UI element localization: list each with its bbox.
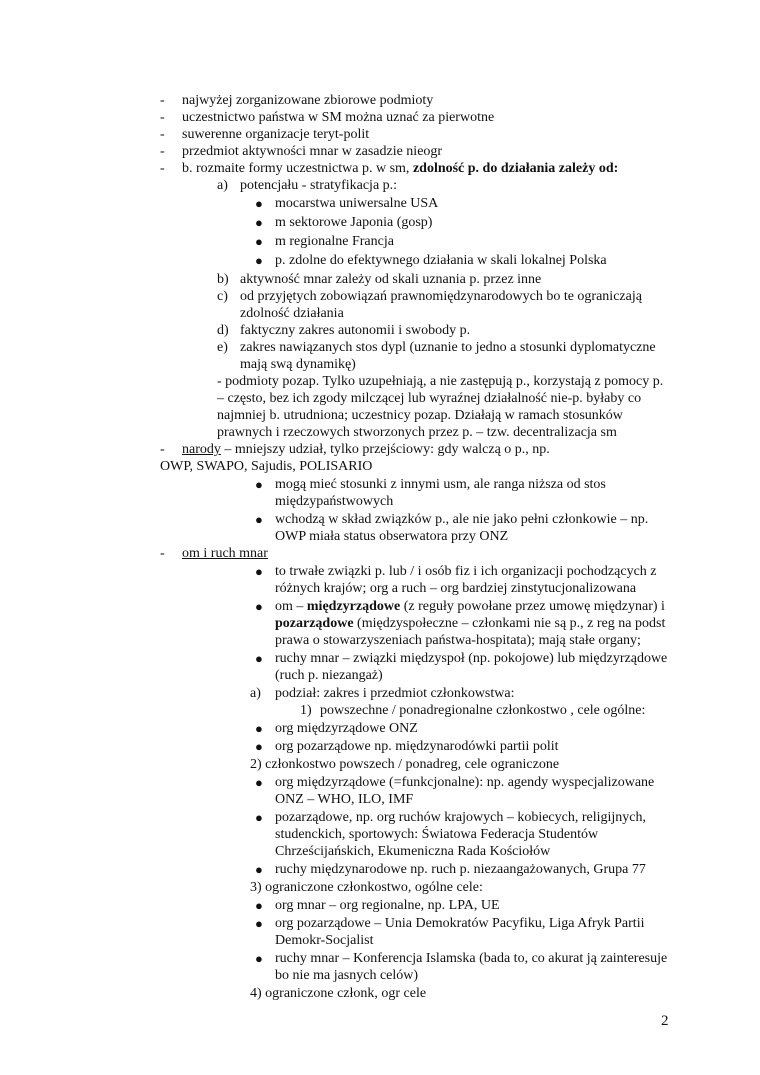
text-line: OWP, SWAPO, Sajudis, POLISARIO — [160, 459, 373, 474]
list-marker: e) — [217, 340, 228, 355]
dash-marker: - — [160, 93, 165, 108]
text-line: najwyżej zorganizowane zbiorowe podmioty — [182, 93, 434, 108]
text-line: mogą mieć stosunki z innymi usm, ale ranga niższa od stos — [275, 477, 606, 492]
dash-marker: - — [160, 442, 165, 457]
text-line: to trwałe związki p. lub / i osób fiz i ich organizacji pochodzących z — [275, 564, 657, 579]
text-line: suwerenne organizacje teryt-polit — [182, 127, 370, 142]
text-line: 3) ograniczone członkostwo, ogólne cele: — [250, 880, 483, 895]
text-line: ruchy międzynarodowe np. ruch p. niezaangażowanych, Grupa 77 — [275, 862, 646, 877]
bullet-marker: ● — [255, 477, 263, 492]
text-line: różnych krajów; org a ruch – org bardziej zinstytucjonalizowana — [275, 581, 637, 596]
text-line: prawa o stowarzyszeniach państwa-hospitata); mają stałe organy; — [275, 633, 641, 648]
list-marker: 1) — [300, 703, 312, 718]
text-line: najmniej b. utrudniona; uczestnicy pozap. Działają w ramach stosunków — [217, 408, 623, 423]
text-line: – często, bez ich zgody milczącej lub wyraźnej działalność nie-p. byłaby co — [217, 391, 642, 406]
bullet-marker: ● — [255, 898, 263, 913]
text-line: OWP miała status obserwatora przy ONZ — [275, 529, 509, 544]
text-line: od przyjętych zobowiązań prawnomiędzynarodowych bo te ograniczają — [240, 289, 642, 304]
text-line: 4) ograniczone członk, ogr cele — [250, 986, 427, 1001]
text-line — [182, 160, 618, 177]
text-segment: (z reguły powołane przez umowę międzynar) i — [403, 599, 665, 614]
list-marker: c) — [217, 289, 228, 304]
text-line: powszechne / ponadregionalne członkostwo , cele ogólne: — [320, 703, 646, 718]
bullet-marker: ● — [255, 196, 263, 211]
bullet-marker: ● — [255, 810, 263, 825]
bullet-marker: ● — [255, 916, 263, 931]
bullet-marker: ● — [255, 234, 263, 249]
bullet-marker: ● — [255, 739, 263, 754]
list-marker: b) — [217, 272, 229, 287]
bullet-marker: ● — [255, 564, 263, 579]
text-line: ruchy mnar – związki międzyspoł (np. pokojowe) lub międzyrządowe — [275, 651, 668, 666]
text-line: Chrześcijańskich, Ekumeniczna Rada Kościołów — [275, 844, 551, 859]
underlined-term: om i ruch mnar — [182, 546, 268, 561]
text-line: prawnych i rzeczowych stworzonych przez p. – tzw. decentralizacja sm — [217, 425, 617, 440]
text-line: pozarządowe, np. org ruchów krajowych – kobiecych, religijnych, — [275, 810, 647, 825]
dash-marker: - — [160, 144, 165, 159]
text-line: m sektorowe Japonia (gosp) — [275, 215, 433, 230]
dash-marker: - — [160, 127, 165, 142]
text-segment: b. rozmaite formy uczestnictwa p. w sm, — [182, 161, 410, 176]
text-line — [182, 545, 268, 562]
text-segment: (międzyspołeczne – członkami nie są p., z reg na podst — [357, 616, 666, 631]
text-line: Demokr-Socjalist — [275, 933, 374, 948]
text-line: faktyczny zakres autonomii i swobody p. — [240, 323, 471, 338]
bullet-marker: ● — [255, 599, 263, 614]
text-line: zdolność działania — [240, 306, 344, 321]
bold-segment: międzyrządowe — [306, 599, 401, 614]
text-line: wchodzą w skład związków p., ale nie jako pełni członkowie – np. — [275, 512, 649, 527]
text-line: aktywność mnar zależy od skali uznania p. przez inne — [240, 272, 542, 287]
bullet-marker: ● — [255, 512, 263, 527]
text-line: m regionalne Francja — [275, 234, 394, 249]
bold-segment: zdolność p. do działania zależy od: — [412, 161, 619, 176]
text-line: potencjału - stratyfikacja p.: — [240, 178, 398, 193]
text-line: org pozarządowe np. międzynarodówki partii polit — [275, 739, 559, 754]
text-line: przedmiot aktywności mnar w zasadzie nieogr — [182, 144, 443, 159]
dash-marker: - — [160, 161, 165, 176]
text-line: mocarstwa uniwersalne USA — [275, 196, 439, 211]
text-line: p. zdolne do efektywnego działania w skali lokalnej Polska — [275, 253, 607, 268]
text-segment: om – — [275, 599, 304, 614]
text-line: 2) członkostwo powszech / ponadreg, cele ograniczone — [250, 757, 560, 772]
text-line: ONZ – WHO, ILO, IMF — [275, 792, 414, 807]
dash-marker: - — [160, 546, 165, 561]
text-line: podział: zakres i przedmiot członkowstwa: — [275, 686, 515, 701]
bullet-marker: ● — [255, 862, 263, 877]
text-line: org międzyrządowe ONZ — [275, 721, 418, 736]
text-line: org pozarządowe – Unia Demokratów Pacyfiku, Liga Afryk Partii — [275, 916, 645, 931]
bullet-marker: ● — [255, 253, 263, 268]
text-line — [275, 615, 665, 632]
text-line: międzypaństwowych — [275, 494, 394, 509]
page-number: 2 — [661, 1013, 669, 1029]
text-line: org mnar – org regionalne, np. LPA, UE — [275, 898, 500, 913]
text-line: studenckich, sportowych: Światowa Federacja Studentów — [275, 827, 599, 842]
text-line: uczestnictwo państwa w SM można uznać za pierwotne — [182, 110, 495, 125]
text-line: - podmioty pozap. Tylko uzupełniają, a nie zastępują p., korzystają z pomocy p. — [217, 374, 664, 389]
bullet-marker: ● — [255, 775, 263, 790]
text-line: (ruch p. niezangaż) — [275, 668, 383, 683]
text-segment: – mniejszy udział, tylko przejściowy: gdy walczą o p., np. — [224, 442, 550, 457]
text-line: bo nie ma jasnych celów) — [275, 968, 419, 983]
text-line: mają swą dynamikę) — [240, 357, 356, 372]
list-marker: a) — [250, 686, 261, 701]
list-marker: a) — [217, 178, 228, 193]
text-line: zakres nawiązanych stos dypl (uznanie to jedno a stosunki dyplomatyczne — [240, 340, 656, 355]
bullet-marker: ● — [255, 951, 263, 966]
bold-segment: pozarządowe — [275, 616, 354, 631]
list-marker: d) — [217, 323, 229, 338]
text-line: ruchy mnar – Konferencja Islamska (bada to, co akurat ją zainteresuje — [275, 951, 668, 966]
bullet-marker: ● — [255, 721, 263, 736]
bullet-marker: ● — [255, 215, 263, 230]
dash-marker: - — [160, 110, 165, 125]
underlined-term: narody — [182, 442, 221, 457]
text-line: org międzyrządowe (=funkcjonalne): np. agendy wyspecjalizowane — [275, 775, 655, 790]
text-line — [182, 441, 550, 458]
text-line — [275, 598, 665, 615]
bullet-marker: ● — [255, 651, 263, 666]
